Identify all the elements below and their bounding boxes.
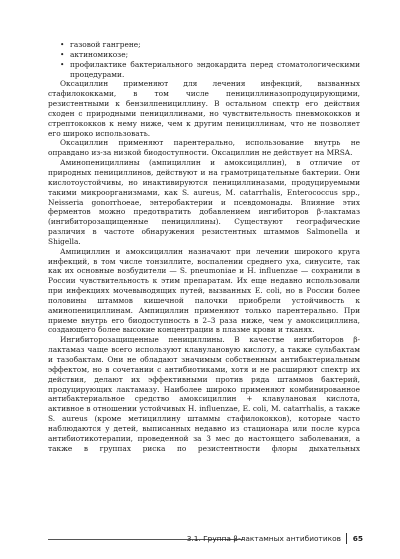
page-footer [48,534,363,546]
list-item [60,60,360,80]
paragraph-oxacillin-route: Оксациллин применяют парентерально, использование внутрь не оправдано из-за низкой биодоступности. Оксациллин не действует на MRSA. [48,138,360,158]
list-item-text: газовой гангрене; [70,40,141,49]
bullet-glyph: • [60,40,65,49]
paragraph-ampicillin-amoxicillin: Ампициллин и амоксициллин назначают при лечении широкого круга инфекций, в том числе тонзиллите, воспалении среднего уха, синусите, так как их основные возбудители — S. pneumoniae и H. influenzae — сохранили в России чувствительность к этим препаратам. Их еще недавно использовали при инфекциях мочевыводящих путей, вызванных E. coli, но в России более половины штаммов кишечной палочки приобрели устойчивость к аминопенициллинам. Ампициллин применяют только парентерально. При приеме внутрь его биодоступность в 2–3 раза ниже, чем у амоксициллина, создающего более высокие концентрации в плазме крови и тканях. [48,246,360,335]
list-item-text: профилактике бактериального эндокардита перед стоматологическими процедурами. [70,59,360,79]
paragraph-aminopenicillins: Аминопенициллины (ампициллин и амоксициллин), в отличие от природных пенициллинов, действуют и на грамотрицательные бактерии. Они кислотоустойчивы, но инактивируются пенициллиназами, продуцируемыми такими микроорганизмами, как S. aureus, M. catarrhalis, Enterococcus spp., Neisseria gonorrhoeae, энтеробактерии и псевдомонады. Влияние этих ферментов можно предотвратить добавлением ингибиторов β-лактамаз (ингибиторозащищенные пенициллины). Существуют географические различия в частоте обнаружения резистентных штаммов Salmonella и Shigella. [48,158,360,246]
footer-divider [346,533,347,544]
list-item-text: актиномикозе; [70,49,129,59]
page-number: 65 [352,534,363,543]
bullet-glyph: • [60,59,65,69]
list-item [60,40,360,50]
paragraph-inhibitor-protected: Ингибиторозащищенные пенициллины. В качестве ингибиторов β-лактамаз чаще всего используют клавулановую кислоту, а также сульбактам и тазобактам. Они не обладают значимым собственным антибактериальным эффектом, но в сочетании с антибиотиками, хотя и не расширяют спектр их действия, делают их эффективными против ряда штаммов бактерий, продуцирующих лактамазу. Наиболее широко применяют комбинированное антибактериальное средство амоксициллин + клавулановая кислота, активное в отношении устойчивых H. influenzae, E. coli, M. catarrhalis, а также S. aureus (кроме метициллину штаммы стафилококков), которые часто наблюдаются у детей, выписанных недавно из стационара или после курса антибиотикотерапии, проведенной за 3 мес до настоящего заболевания, а также в группах риска по резистентности флоры дыхательных [48,335,360,453]
running-title: 3.1. Группа β-лактамных антибиотиков [186,534,341,543]
paragraph-oxacillin: Оксациллин применяют для лечения инфекций, вызванных стафилококками, в том числе пенициллиназопродуцирующими, резистентными к бензилпенициллину. В остальном спектр его действия сходен с природными пенициллинами, но чувствительность пневмококков и стрептококков к нему ниже, чем к другим пенициллинам, что не позволяет его широко использовать. [48,79,360,138]
bullet-list [60,40,360,79]
page-body [48,40,360,453]
bullet-glyph: • [60,49,65,59]
list-item [60,50,360,60]
